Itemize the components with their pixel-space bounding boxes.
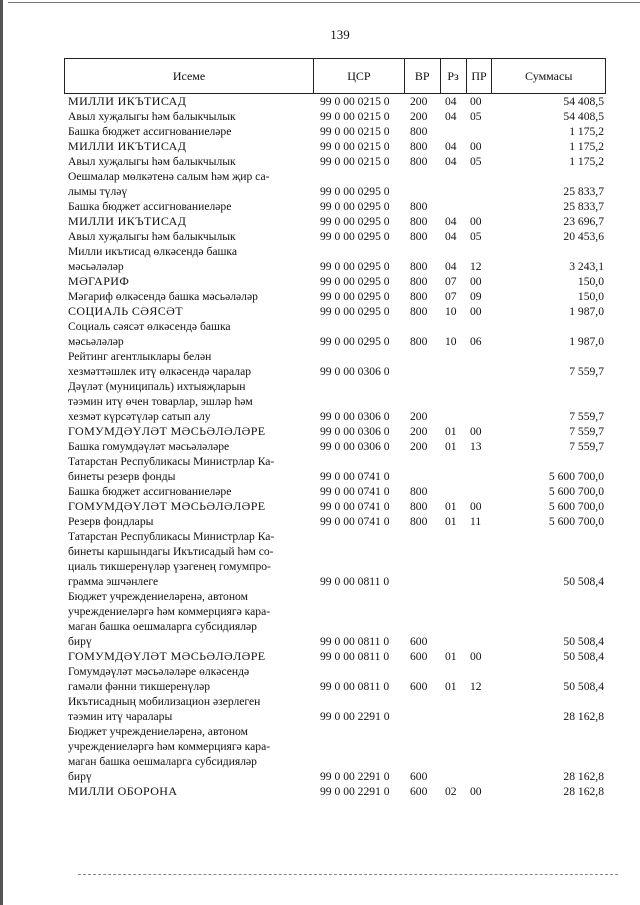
table-row: [66, 274, 606, 289]
row-sum: 28 162,8: [563, 785, 604, 798]
row-name: [66, 349, 314, 379]
row-name: [66, 124, 314, 139]
table-row: [66, 664, 606, 694]
table-row: [66, 649, 606, 664]
row-csr: 99 0 00 2291 0: [320, 785, 390, 798]
row-pr: 05: [470, 230, 482, 243]
row-name: [66, 649, 314, 664]
row-csr: 99 0 00 0215 0: [320, 95, 390, 108]
row-name-line: Оешмалар мөлкәтенә салым һәм җир са-: [68, 170, 270, 183]
row-csr: 99 0 00 0741 0: [320, 470, 390, 483]
table-row: [66, 154, 606, 169]
table-row: [66, 349, 606, 379]
row-name-line: Татарстан Республикасы Министрлар Ка-: [68, 530, 275, 543]
row-sum: 150,0: [577, 275, 604, 288]
row-csr: 99 0 00 0811 0: [320, 680, 390, 693]
row-name-line: циаль тикшеренүләр үзәгенең гомумпро-: [68, 560, 271, 573]
row-name-line: бирү: [68, 770, 92, 783]
row-rz: 01: [445, 650, 457, 663]
row-sum: 1 175,2: [569, 140, 604, 153]
row-rz: 01: [445, 500, 457, 513]
table-row: [66, 439, 606, 454]
row-name-line: тәэмин итү чаралары: [68, 710, 173, 723]
row-pr: 00: [470, 785, 482, 798]
row-rz: 07: [445, 275, 457, 288]
row-rz: 04: [445, 140, 457, 153]
row-name: [66, 514, 314, 529]
row-rz: 04: [445, 230, 457, 243]
row-vr: 600: [410, 635, 428, 648]
row-name: [66, 169, 314, 199]
table-row: [66, 244, 606, 274]
row-csr: 99 0 00 0306 0: [320, 440, 390, 453]
row-vr: 800: [410, 230, 428, 243]
row-sum: 54 408,5: [563, 110, 604, 123]
header-pr: ПР: [467, 59, 493, 93]
row-pr: 00: [470, 650, 482, 663]
row-vr: 800: [410, 140, 428, 153]
row-csr: 99 0 00 2291 0: [320, 710, 390, 723]
row-pr: 13: [470, 440, 482, 453]
row-name: [66, 484, 314, 499]
budget-table: [66, 94, 606, 799]
row-vr: 800: [410, 335, 428, 348]
row-rz: 10: [445, 335, 457, 348]
row-csr: 99 0 00 0295 0: [320, 275, 390, 288]
row-name-line: Социаль сәясәт өлкәсендә башка: [68, 320, 231, 333]
row-vr: 200: [410, 110, 428, 123]
row-rz: 01: [445, 425, 457, 438]
row-csr: 99 0 00 0811 0: [320, 650, 390, 663]
table-row: [66, 529, 606, 589]
row-vr: 200: [410, 410, 428, 423]
row-vr: 200: [410, 95, 428, 108]
row-sum: 20 453,6: [563, 230, 604, 243]
row-csr: 99 0 00 0295 0: [320, 335, 390, 348]
row-name: [66, 199, 314, 214]
row-sum: 7 559,7: [569, 410, 604, 423]
row-name-line: СОЦИАЛЬ СӘЯСӘТ: [68, 304, 183, 318]
row-name: [66, 694, 314, 724]
header-sum: Суммасы: [525, 68, 573, 83]
row-name-line: Мәгариф өлкәсендә башка мәсьәләләр: [68, 290, 258, 303]
table-row: [66, 289, 606, 304]
row-csr: 99 0 00 0215 0: [320, 155, 390, 168]
row-vr: 800: [410, 155, 428, 168]
row-name-line: МИЛЛИ ИКЪТИСАД: [68, 139, 187, 153]
table-row: [66, 589, 606, 649]
row-name-line: мәсьәләләр: [68, 260, 124, 273]
row-name-line: ГОМУМДӘҮЛӘТ МӘСЬӘЛӘЛӘРЕ: [68, 424, 266, 438]
row-name-line: маган башка оешмаларга субсидияләр: [68, 620, 257, 633]
row-name-line: Татарстан Республикасы Министрлар Ка-: [68, 455, 275, 468]
row-csr: 99 0 00 0306 0: [320, 425, 390, 438]
row-vr: 800: [410, 485, 428, 498]
row-sum: 28 162,8: [563, 710, 604, 723]
row-name-line: Авыл хуҗалыгы һәм балыкчылык: [68, 230, 236, 243]
table-row: [66, 424, 606, 439]
row-name-line: МИЛЛИ ИКЪТИСАД: [68, 94, 187, 108]
table-row: [66, 124, 606, 139]
row-csr: 99 0 00 0215 0: [320, 125, 390, 138]
row-csr: 99 0 00 0215 0: [320, 140, 390, 153]
table-row: [66, 484, 606, 499]
row-name: [66, 424, 314, 439]
row-csr: 99 0 00 0295 0: [320, 260, 390, 273]
row-csr: 99 0 00 0295 0: [320, 305, 390, 318]
row-sum: 28 162,8: [563, 770, 604, 783]
table-row: [66, 109, 606, 124]
row-sum: 5 600 700,0: [548, 485, 604, 498]
row-sum: 1 987,0: [569, 305, 604, 318]
row-sum: 50 508,4: [563, 635, 604, 648]
row-name-line: МӘГАРИФ: [68, 274, 130, 288]
row-sum: 5 600 700,0: [548, 500, 604, 513]
row-sum: 25 833,7: [563, 200, 604, 213]
row-name: [66, 724, 314, 784]
row-rz: 04: [445, 260, 457, 273]
row-name-line: учреждениеләргә һәм коммерциягә кара-: [68, 605, 271, 618]
row-name: [66, 529, 314, 589]
row-name-line: Икътисадның мобилизацион әзерлеген: [68, 695, 261, 708]
row-name-line: лымы түләү: [68, 185, 128, 198]
row-name: [66, 664, 314, 694]
row-sum: 50 508,4: [563, 650, 604, 663]
row-sum: 150,0: [577, 290, 604, 303]
row-rz: 10: [445, 305, 457, 318]
row-vr: 800: [410, 275, 428, 288]
row-vr: 800: [410, 515, 428, 528]
row-csr: 99 0 00 0295 0: [320, 185, 390, 198]
table-header: [64, 58, 606, 94]
row-sum: 3 243,1: [569, 260, 604, 273]
row-name-line: грамма эшчәнлеге: [68, 575, 159, 588]
table-row: [66, 454, 606, 484]
row-pr: 12: [470, 680, 482, 693]
row-name-line: маган башка оешмаларга субсидияләр: [68, 755, 257, 768]
row-pr: 00: [470, 425, 482, 438]
row-name: [66, 154, 314, 169]
row-vr: 200: [410, 425, 428, 438]
row-csr: 99 0 00 0741 0: [320, 515, 390, 528]
row-pr: 00: [470, 275, 482, 288]
row-vr: 800: [410, 260, 428, 273]
table-row: [66, 94, 606, 109]
scan-edge-left: [0, 0, 3, 905]
row-pr: 12: [470, 260, 482, 273]
row-vr: 800: [410, 305, 428, 318]
row-name: [66, 319, 314, 349]
table-row: [66, 199, 606, 214]
row-sum: 1 175,2: [569, 125, 604, 138]
row-pr: 00: [470, 140, 482, 153]
row-csr: 99 0 00 2291 0: [320, 770, 390, 783]
row-name-line: ГОМУМДӘҮЛӘТ МӘСЬӘЛӘЛӘРЕ: [68, 649, 266, 663]
row-sum: 7 559,7: [569, 425, 604, 438]
row-name-line: бинеты каршындагы Икътисадый һәм со-: [68, 545, 274, 558]
row-name: [66, 454, 314, 484]
row-csr: 99 0 00 0811 0: [320, 635, 390, 648]
row-name: [66, 589, 314, 649]
row-sum: 7 559,7: [569, 440, 604, 453]
table-row: [66, 229, 606, 244]
row-csr: 99 0 00 0295 0: [320, 200, 390, 213]
row-name-line: Резерв фондлары: [68, 515, 154, 528]
table-row: [66, 139, 606, 154]
header-rz: Рз: [441, 59, 467, 93]
row-sum: 23 696,7: [563, 215, 604, 228]
row-name-line: Башка бюджет ассигнованиеләре: [68, 485, 232, 498]
row-name-line: хезмәттәшлек итү өлкәсендә чаралар: [68, 365, 252, 378]
header-vr: ВР: [405, 59, 441, 93]
row-name-line: ГОМУМДӘҮЛӘТ МӘСЬӘЛӘЛӘРЕ: [68, 499, 266, 513]
table-row: [66, 694, 606, 724]
row-vr: 600: [410, 785, 428, 798]
row-sum: 7 559,7: [569, 365, 604, 378]
row-name-line: МИЛЛИ ОБОРОНА: [68, 784, 178, 798]
row-sum: 54 408,5: [563, 95, 604, 108]
row-vr: 800: [410, 500, 428, 513]
row-name-line: Башка гомумдәүләт мәсьәләләре: [68, 440, 230, 453]
row-pr: 00: [470, 215, 482, 228]
row-vr: 600: [410, 770, 428, 783]
row-csr: 99 0 00 0811 0: [320, 575, 390, 588]
row-pr: 05: [470, 110, 482, 123]
row-name-line: Бюджет учреждениеләренә, автоном: [68, 725, 248, 738]
row-name-line: Башка бюджет ассигнованиеләре: [68, 125, 232, 138]
row-name: [66, 94, 314, 109]
row-name: [66, 784, 314, 799]
row-vr: 800: [410, 125, 428, 138]
row-sum: 5 600 700,0: [548, 470, 604, 483]
row-vr: 800: [410, 200, 428, 213]
row-name-line: тәэмин итү өчен товарлар, эшләр һәм: [68, 395, 253, 408]
scan-edge-bottom: [78, 874, 618, 875]
table-row: [66, 214, 606, 229]
table-row: [66, 304, 606, 319]
row-csr: 99 0 00 0295 0: [320, 215, 390, 228]
row-rz: 04: [445, 110, 457, 123]
row-rz: 01: [445, 680, 457, 693]
row-sum: 50 508,4: [563, 680, 604, 693]
row-name: [66, 304, 314, 319]
row-csr: 99 0 00 0215 0: [320, 110, 390, 123]
row-name-line: Дәүләт (муниципаль) ихтыяҗларын: [68, 380, 246, 393]
row-name-line: гамәли фәнни тикшеренүләр: [68, 680, 211, 693]
row-name: [66, 139, 314, 154]
row-vr: 200: [410, 440, 428, 453]
row-pr: 09: [470, 290, 482, 303]
row-name-line: Гомумдәүләт мәсьәләләре өлкәсендә: [68, 665, 250, 678]
row-sum: 50 508,4: [563, 575, 604, 588]
row-rz: 02: [445, 785, 457, 798]
table-row: [66, 514, 606, 529]
row-pr: 00: [470, 500, 482, 513]
row-rz: 01: [445, 515, 457, 528]
scan-edge-top: [8, 2, 640, 3]
row-csr: 99 0 00 0306 0: [320, 410, 390, 423]
row-csr: 99 0 00 0306 0: [320, 365, 390, 378]
row-csr: 99 0 00 0741 0: [320, 485, 390, 498]
row-pr: 00: [470, 305, 482, 318]
row-name: [66, 439, 314, 454]
row-name-line: Рейтинг агентлыклары белән: [68, 350, 212, 363]
row-csr: 99 0 00 0741 0: [320, 500, 390, 513]
table-row: [66, 169, 606, 199]
table-row: [66, 499, 606, 514]
row-pr: 11: [470, 515, 482, 528]
row-sum: 1 175,2: [569, 155, 604, 168]
row-name: [66, 499, 314, 514]
row-name-line: хезмәт күрсәтүләр сатып алу: [68, 410, 211, 423]
row-sum: 5 600 700,0: [548, 515, 604, 528]
row-rz: 04: [445, 95, 457, 108]
table-row: [66, 724, 606, 784]
table-row: [66, 319, 606, 349]
row-name: [66, 379, 314, 424]
row-name-line: бинеты резерв фонды: [68, 470, 176, 483]
table-row: [66, 784, 606, 799]
row-csr: 99 0 00 0295 0: [320, 230, 390, 243]
row-name-line: Авыл хуҗалыгы һәм балыкчылык: [68, 110, 236, 123]
row-name: [66, 214, 314, 229]
row-name-line: Башка бюджет ассигнованиеләре: [68, 200, 232, 213]
row-csr: 99 0 00 0295 0: [320, 290, 390, 303]
row-sum: 25 833,7: [563, 185, 604, 198]
row-rz: 01: [445, 440, 457, 453]
row-name: [66, 229, 314, 244]
row-name: [66, 289, 314, 304]
row-name: [66, 244, 314, 274]
page-number: 139: [330, 27, 350, 42]
row-sum: 1 987,0: [569, 335, 604, 348]
row-name-line: бирү: [68, 635, 92, 648]
row-vr: 600: [410, 680, 428, 693]
row-name-line: Авыл хуҗалыгы һәм балыкчылык: [68, 155, 236, 168]
row-rz: 04: [445, 155, 457, 168]
row-vr: 800: [410, 215, 428, 228]
row-rz: 04: [445, 215, 457, 228]
header-csr: ЦСР: [314, 59, 405, 93]
row-name-line: мәсьәләләр: [68, 335, 124, 348]
row-name-line: Бюджет учреждениеләренә, автоном: [68, 590, 248, 603]
row-pr: 05: [470, 155, 482, 168]
row-pr: 00: [470, 95, 482, 108]
row-name-line: учреждениеләргә һәм коммерциягә кара-: [68, 740, 271, 753]
row-name-line: Милли икътисад өлкәсендә башка: [68, 245, 238, 258]
header-name: Исеме: [65, 59, 314, 93]
row-vr: 600: [410, 650, 428, 663]
row-vr: 800: [410, 290, 428, 303]
row-name: [66, 274, 314, 289]
row-name: [66, 109, 314, 124]
row-pr: 06: [470, 335, 482, 348]
row-name-line: МИЛЛИ ИКЪТИСАД: [68, 214, 187, 228]
table-row: [66, 379, 606, 424]
row-rz: 07: [445, 290, 457, 303]
